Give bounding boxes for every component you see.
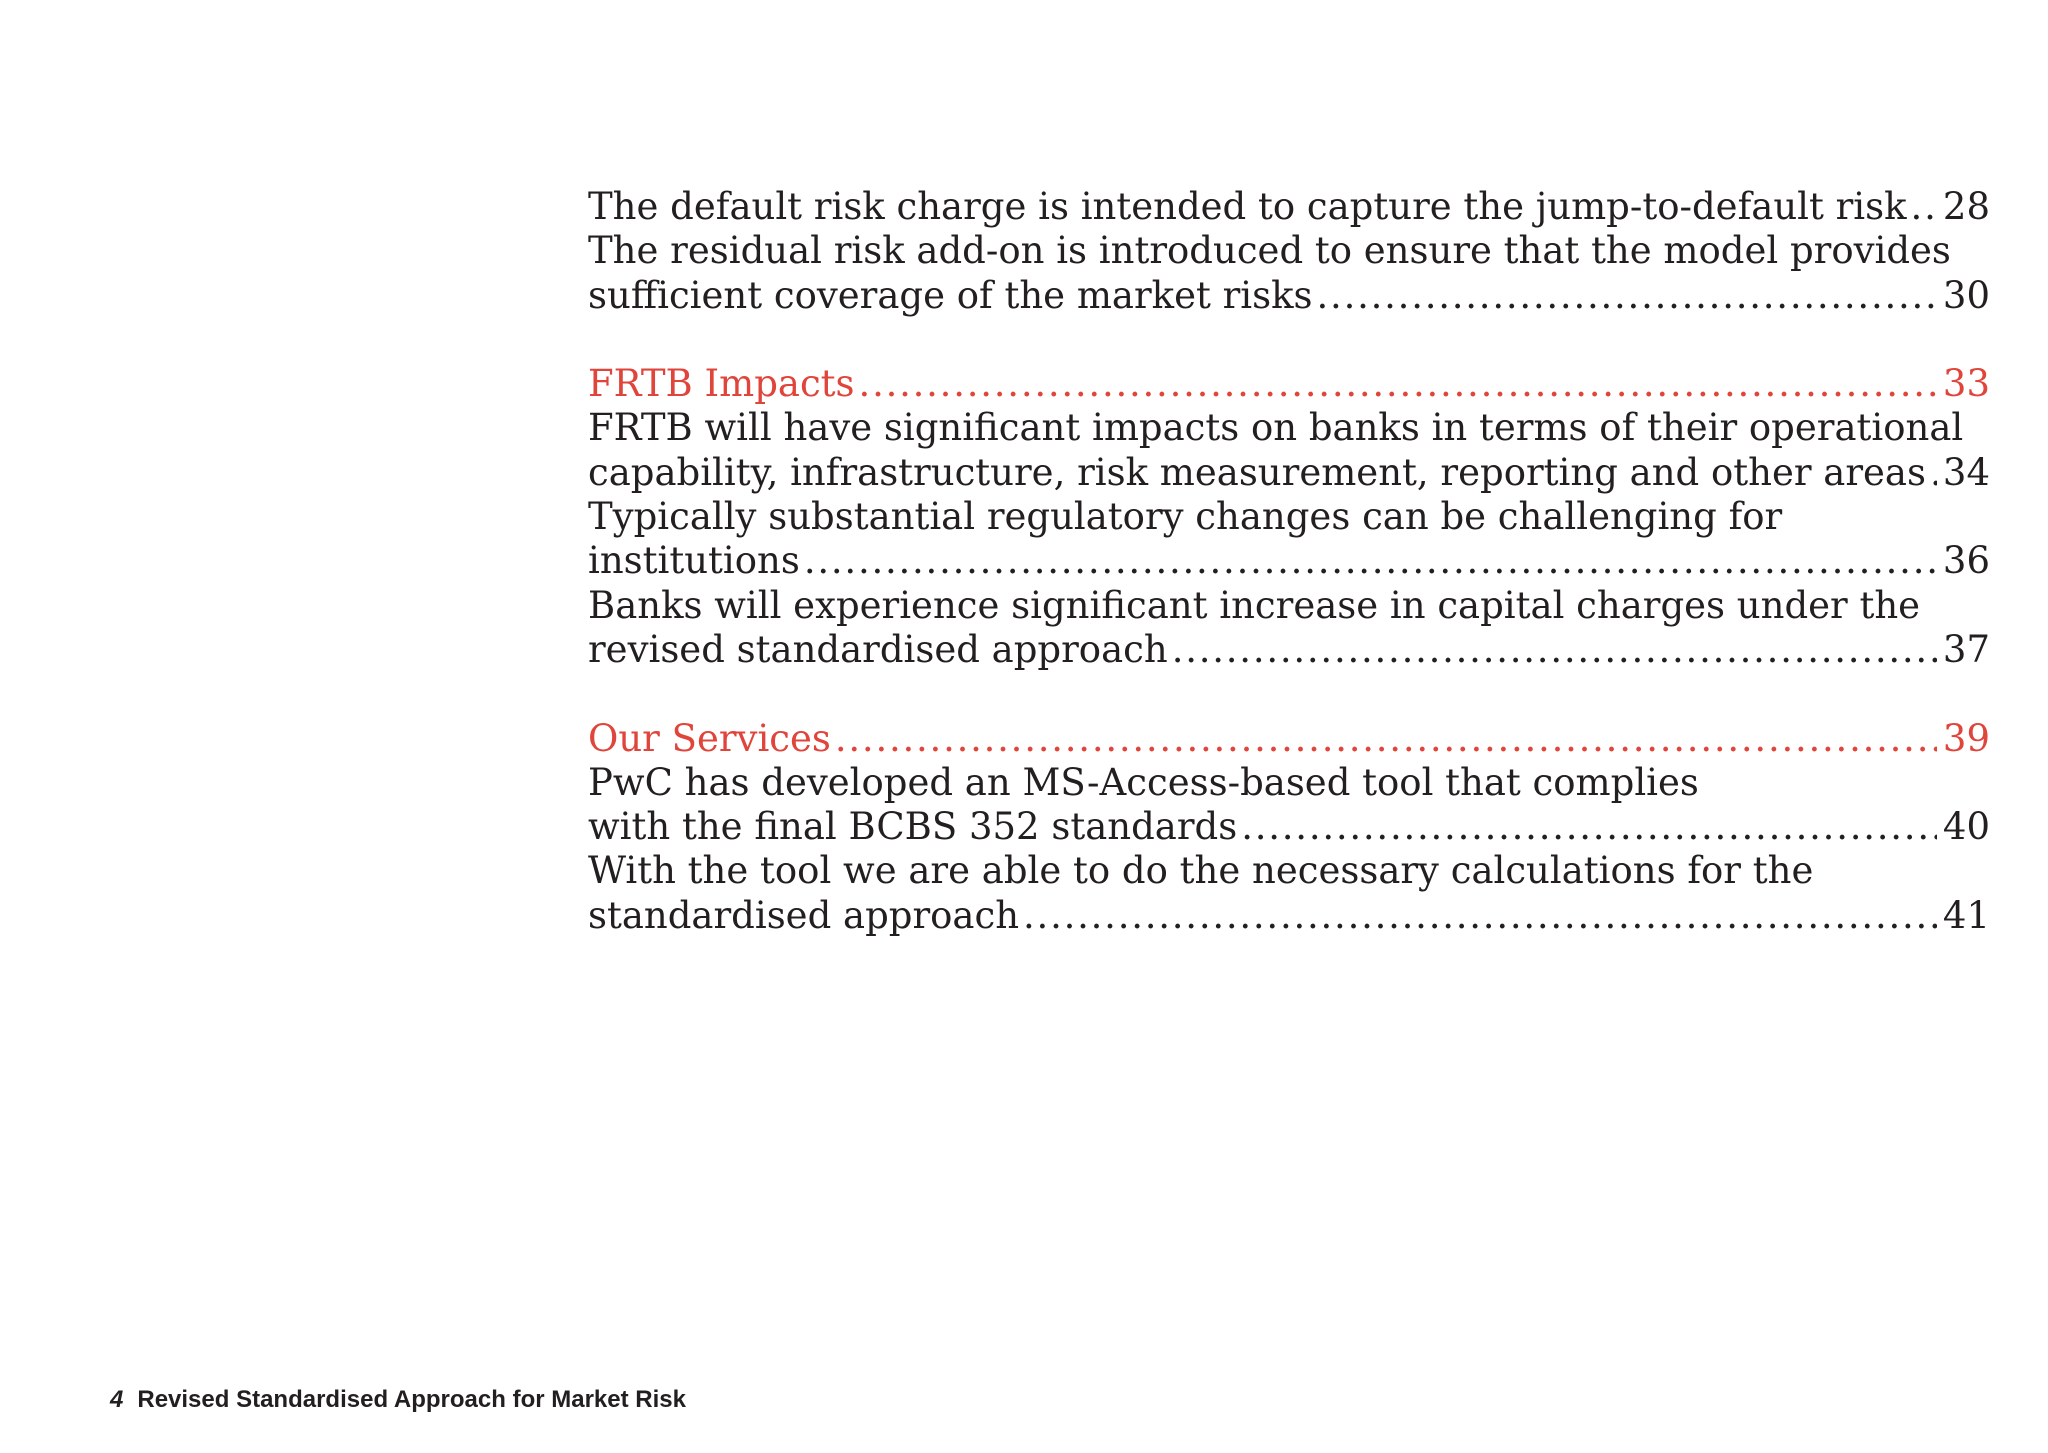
toc-entry-text: sufficient coverage of the market risks — [588, 273, 1313, 317]
toc-entry-text: revised standardised approach — [588, 627, 1168, 671]
toc-entry-line — [588, 628, 1990, 672]
toc-entry[interactable] — [588, 495, 1990, 584]
toc-entry-text: institutions — [588, 539, 800, 583]
toc-entry-text: With the tool we are able to do the necessary calculations for the — [588, 849, 1814, 893]
toc-page-number: 40 — [1942, 805, 1990, 849]
toc-entry-text: with the final BCBS 352 standards — [588, 805, 1238, 849]
toc-page-number: 28 — [1942, 185, 1990, 228]
toc-entry-text: FRTB will have significant impacts on banks in terms of their operational — [588, 406, 1964, 450]
toc-page-number: 39 — [1942, 716, 1990, 760]
toc-entry-line — [588, 495, 1990, 539]
toc-entry-line — [588, 451, 1990, 495]
toc-entry-line — [588, 894, 1990, 938]
footer-document-title: Revised Standardised Approach for Market Risk — [137, 1386, 686, 1413]
toc-entry[interactable] — [588, 185, 1990, 229]
toc-entry-line — [588, 805, 1990, 849]
toc-dot-leader — [1317, 274, 1937, 318]
toc-page-number: 33 — [1942, 362, 1990, 406]
toc-dot-leader — [1241, 805, 1937, 849]
toc-dot-leader — [804, 539, 1937, 583]
toc-section — [588, 185, 1990, 318]
toc-entry-line — [588, 761, 1990, 805]
toc-entry-text: standardised approach — [588, 893, 1020, 937]
toc-entry-line — [588, 717, 1990, 761]
toc-entry-text: Banks will experience significant increase in capital charges under the — [588, 583, 1921, 627]
toc-entry-line — [588, 185, 1990, 229]
toc-entry[interactable] — [588, 761, 1990, 850]
toc-entry-text: Typically substantial regulatory changes can be challenging for — [588, 495, 1783, 539]
toc-dot-leader — [835, 717, 1937, 761]
toc-entry-line — [588, 539, 1990, 583]
toc-section — [588, 717, 1990, 938]
toc-heading-entry[interactable] — [588, 717, 1990, 761]
footer-page-number: 4 — [110, 1386, 124, 1413]
toc-dot-leader — [1172, 628, 1937, 672]
toc-entry-line — [588, 584, 1990, 628]
toc-entry-text: The residual risk add-on is introduced to ensure that the model provides — [588, 229, 1951, 273]
toc-entry[interactable] — [588, 406, 1990, 495]
toc-entry-text: PwC has developed an MS-Access-based tool that complies — [588, 760, 1699, 804]
page-footer — [110, 1386, 686, 1414]
toc-page-number: 30 — [1942, 273, 1990, 317]
toc-dot-leader — [1911, 185, 1937, 229]
toc-entry-line — [588, 406, 1990, 450]
toc-entry-text: The default risk charge is intended to capture the jump-to-default risk — [588, 185, 1907, 228]
toc-heading-entry[interactable] — [588, 362, 1990, 406]
toc-page-number: 41 — [1942, 893, 1990, 937]
toc-entry[interactable] — [588, 584, 1990, 673]
toc-entry-line — [588, 229, 1990, 273]
toc-entry[interactable] — [588, 849, 1990, 938]
toc-page-number: 34 — [1942, 450, 1990, 494]
toc-dot-leader — [859, 362, 1937, 406]
toc-entry-line — [588, 362, 1990, 406]
toc-entry-text: FRTB Impacts — [588, 362, 855, 406]
toc-entry-line — [588, 274, 1990, 318]
toc-dot-leader — [1023, 894, 1937, 938]
toc-entry-line — [588, 849, 1990, 893]
toc-section — [588, 362, 1990, 672]
table-of-contents — [588, 185, 1990, 938]
toc-entry-text: Our Services — [588, 716, 831, 760]
toc-entry-text: capability, infrastructure, risk measurement, reporting and other areas — [588, 450, 1926, 494]
toc-entry[interactable] — [588, 229, 1990, 318]
toc-page-number: 37 — [1942, 627, 1990, 671]
toc-page-number: 36 — [1942, 539, 1990, 583]
toc-dot-leader — [1930, 451, 1937, 495]
